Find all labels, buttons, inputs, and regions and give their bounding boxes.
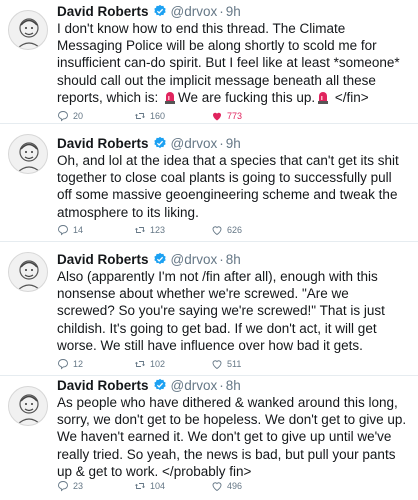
tweet-actions <box>57 358 288 370</box>
author-name[interactable]: David Roberts <box>57 251 149 267</box>
retweet-count: 102 <box>150 359 166 369</box>
avatar[interactable] <box>8 386 48 426</box>
reply-button[interactable] <box>57 480 117 492</box>
author-name[interactable]: David Roberts <box>57 135 149 151</box>
author-handle[interactable]: @drvox <box>170 3 218 19</box>
heart-icon <box>211 224 223 236</box>
separator-dot: · <box>219 3 224 19</box>
siren-emoji-icon <box>317 90 329 104</box>
reply-button[interactable] <box>57 224 117 236</box>
tweet-text <box>57 20 409 106</box>
tweet-actions <box>57 224 288 236</box>
tweet-timestamp[interactable]: 9h <box>225 3 241 19</box>
like-button[interactable] <box>211 224 271 236</box>
reply-count: 12 <box>73 359 84 369</box>
like-count: 773 <box>227 111 243 121</box>
tweet-text-part: </fin> <box>331 89 369 105</box>
retweet-button[interactable] <box>134 358 194 370</box>
verified-badge-icon <box>153 252 167 266</box>
tweet-timestamp[interactable]: 8h <box>225 377 241 393</box>
retweet-count: 104 <box>150 481 166 491</box>
separator-dot: · <box>219 135 224 151</box>
author-handle[interactable]: @drvox <box>170 251 218 267</box>
tweet[interactable] <box>0 242 418 376</box>
tweet[interactable] <box>0 376 418 500</box>
verified-badge-icon <box>153 136 167 150</box>
tweet-header <box>57 134 410 152</box>
reply-button[interactable] <box>57 358 117 370</box>
tweet-timestamp[interactable]: 9h <box>225 135 241 151</box>
tweet-text-part: I don't know how to end this thread. The Climate Messaging Police will be along shortly to scold me for insufficient can-do spirit. But I feel like at least *someone* should call out the implicit message beneath all these reports, which is: <box>57 21 404 105</box>
retweet-count: 123 <box>150 225 166 235</box>
like-button[interactable] <box>211 480 271 492</box>
reply-button[interactable] <box>57 110 117 122</box>
heart-icon <box>211 358 223 370</box>
avatar[interactable] <box>8 252 48 292</box>
tweet[interactable] <box>0 0 418 124</box>
heart-icon <box>211 480 223 492</box>
retweet-icon <box>134 480 146 492</box>
avatar[interactable] <box>8 10 48 50</box>
reply-count: 14 <box>73 225 84 235</box>
retweet-icon <box>134 358 146 370</box>
author-name[interactable]: David Roberts <box>57 3 149 19</box>
separator-dot: · <box>219 251 224 267</box>
avatar[interactable] <box>8 134 48 174</box>
tweet-text: Also (apparently I'm not /fin after all), enough with this nonsense about whether we're screwed. "Are we screwed? So you're saying we're screwed!" That is just childish. It's going to get bad. If we don't act, it will get worse. We still have influence over how bad it gets. <box>57 269 389 353</box>
reply-icon <box>57 224 69 236</box>
reply-icon <box>57 358 69 370</box>
avatar-sketch-icon <box>9 387 48 426</box>
like-count: 511 <box>227 359 242 369</box>
tweet-timestamp[interactable]: 8h <box>225 251 241 267</box>
retweet-button[interactable] <box>134 480 194 492</box>
like-button[interactable] <box>211 358 271 370</box>
siren-emoji-icon <box>164 90 176 104</box>
reply-count: 23 <box>73 481 84 491</box>
like-count: 496 <box>227 481 243 491</box>
author-name[interactable]: David Roberts <box>57 377 149 393</box>
tweet-text: Oh, and lol at the idea that a species that can't get its shit together to close coal plants is going to successfully pull off some massive geoengineering scheme and tweak the atmosphere to its liking. <box>57 153 403 220</box>
like-count: 626 <box>227 225 243 235</box>
heart-filled-icon <box>211 110 223 122</box>
author-handle[interactable]: @drvox <box>170 377 218 393</box>
retweet-button[interactable] <box>134 110 194 122</box>
tweet-header <box>57 250 410 268</box>
retweet-icon <box>134 110 146 122</box>
reply-icon <box>57 110 69 122</box>
author-handle[interactable]: @drvox <box>170 135 218 151</box>
tweet-actions <box>57 480 288 492</box>
tweet-header <box>57 2 410 20</box>
separator-dot: · <box>219 377 224 393</box>
like-button[interactable] <box>211 110 271 122</box>
avatar-sketch-icon <box>9 135 48 174</box>
retweet-icon <box>134 224 146 236</box>
avatar-sketch-icon <box>9 11 48 50</box>
reply-icon <box>57 480 69 492</box>
retweet-button[interactable] <box>134 224 194 236</box>
tweet[interactable] <box>0 124 418 242</box>
avatar-sketch-icon <box>9 253 48 292</box>
reply-count: 20 <box>73 111 84 121</box>
tweet-text: As people who have dithered & wanked around this long, sorry, we don't get to be hopeless. We don't get to give up. We haven't earned it. We don't get to give up until we've really tried. So yeah, the news is bad, but pull your pants up & get to work. </probably fin> <box>57 395 410 479</box>
tweet-text-part: We are fucking this up. <box>178 89 316 105</box>
verified-badge-icon <box>153 4 167 18</box>
tweet-header <box>57 376 410 394</box>
tweet-actions <box>57 110 288 122</box>
retweet-count: 160 <box>150 111 166 121</box>
verified-badge-icon <box>153 378 167 392</box>
